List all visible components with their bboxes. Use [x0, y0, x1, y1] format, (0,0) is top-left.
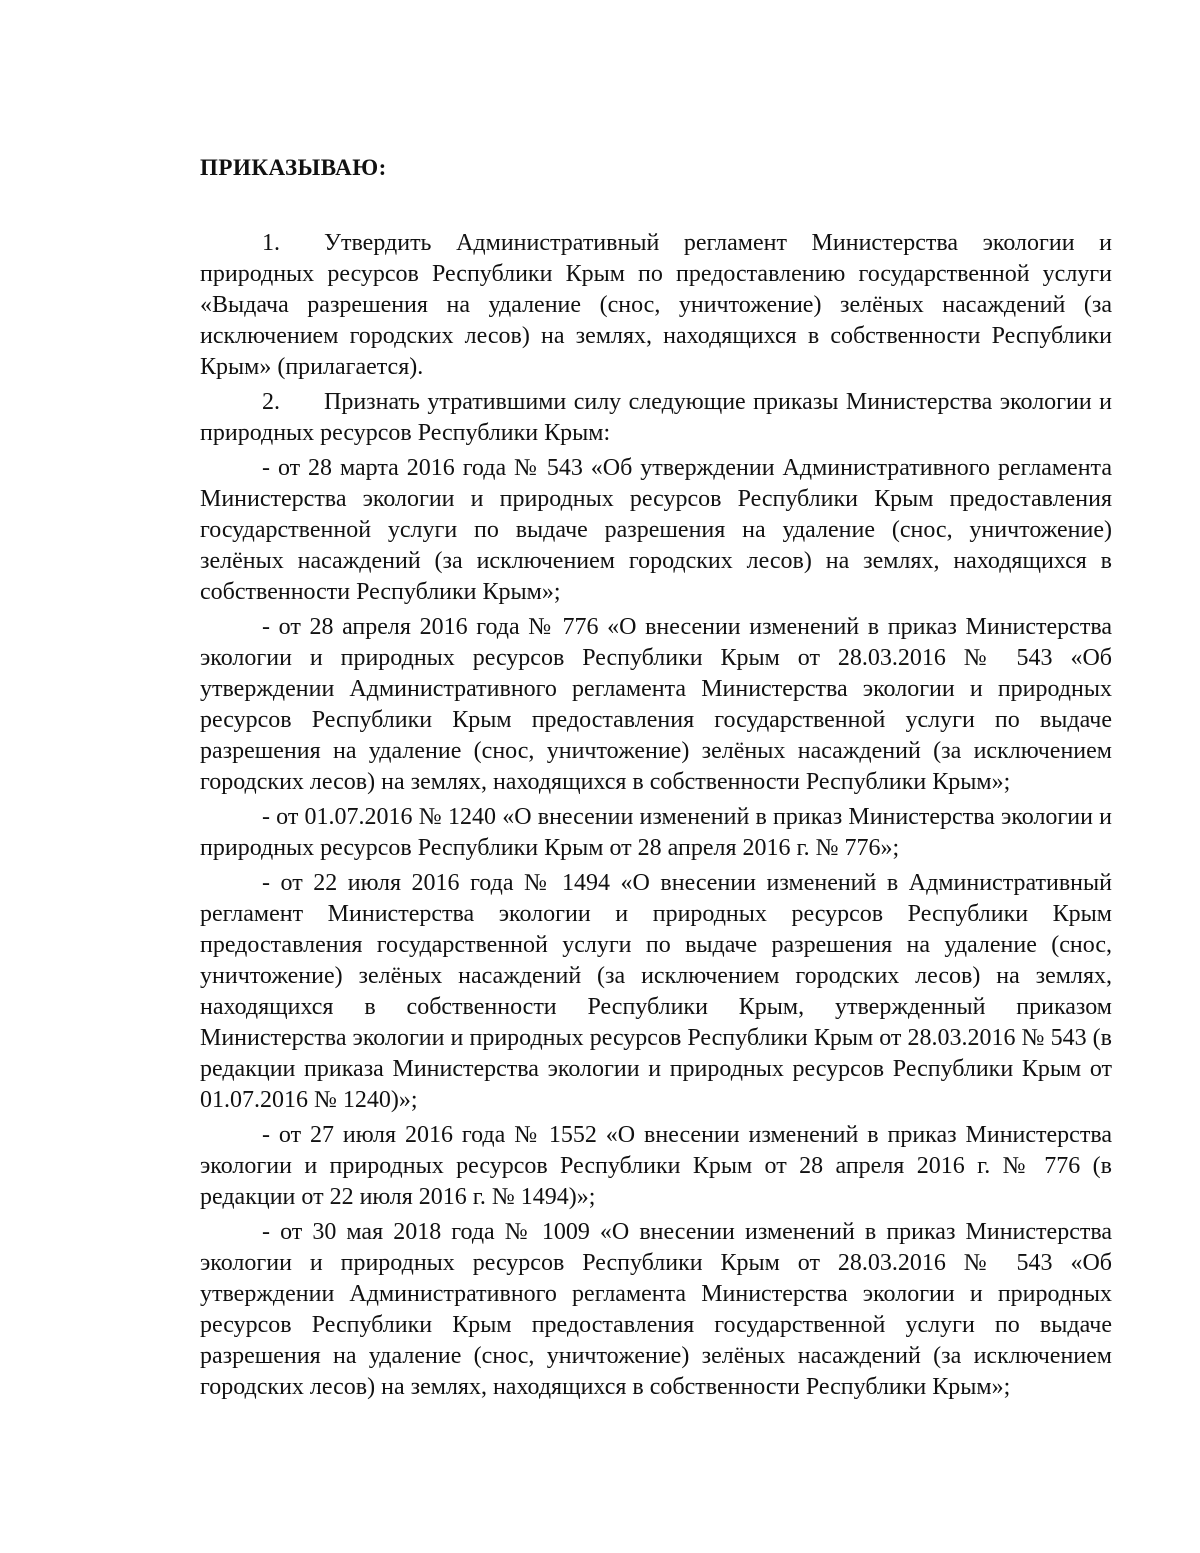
revoked-order-2: - от 28 апреля 2016 года № 776 «О внесении изменений в приказ Министерства экологии и природных ресурсов Республики Крым от 28.03.2016 № 543 «Об утверждении Административного регламента Министерства экологии и природных ресурсов Республики Крым предоставления государственной услуги по выдаче разрешения на удаление (снос, уничтожение) зелёных насаждений (за исключением городских лесов) на землях, находящихся в собственности Республики Крым»; [200, 614, 1112, 795]
revoked-order-1: - от 28 марта 2016 года № 543 «Об утверждении Административного регламента Министерства экологии и природных ресурсов Республики Крым предоставления государственной услуги по выдаче разрешения на удаление (снос, уничтожение) зелёных насаждений (за исключением городских лесов) на землях, находящихся в собственности Республики Крым»; [200, 455, 1112, 605]
revoked-order-3: - от 01.07.2016 № 1240 «О внесении изменений в приказ Министерства экологии и природных ресурсов Республики Крым от 28 апреля 2016 г. № 776»; [200, 804, 1112, 861]
item-2 [200, 387, 1112, 449]
item-1-text: Утвердить Административный регламент Министерства экологии и природных ресурсов Республики Крым по предоставлению государственной услуги «Выдача разрешения на удаление (снос, уничтожение) зелёных насаждений (за исключением городских лесов) на землях, находящихся в собственности Республики Крым» (прилагается). [200, 230, 1112, 380]
item-2-text: Признать утратившими силу следующие приказы Министерства экологии и природных ресурсов Республики Крым: [200, 389, 1112, 446]
item-2-number: 2. [262, 389, 280, 415]
document-body [200, 150, 1112, 1407]
revoked-order-4: - от 22 июля 2016 года № 1494 «О внесении изменений в Административный регламент Министерства экологии и природных ресурсов Республики Крым предоставления государственной услуги по выдаче разрешения на удаление (снос, уничтожение) зелёных насаждений (за исключением городских лесов) на землях, находящихся в собственности Республики Крым, утвержденный приказом Министерства экологии и природных ресурсов Республики Крым от 28.03.2016 № 543 (в редакции приказа Министерства экологии и природных ресурсов Республики Крым от 01.07.2016 № 1240)»; [200, 870, 1112, 1113]
order-heading: ПРИКАЗЫВАЮ: [200, 155, 387, 180]
item-1-number: 1. [262, 230, 280, 256]
revoked-order-5: - от 27 июля 2016 года № 1552 «О внесении изменений в приказ Министерства экологии и природных ресурсов Республики Крым от 28 апреля 2016 г. № 776 (в редакции от 22 июля 2016 г. № 1494)»; [200, 1122, 1112, 1210]
revoked-order-6: - от 30 мая 2018 года № 1009 «О внесении изменений в приказ Министерства экологии и природных ресурсов Республики Крым от 28.03.2016 № 543 «Об утверждении Административного регламента Министерства экологии и природных ресурсов Республики Крым предоставления государственной услуги по выдаче разрешения на удаление (снос, уничтожение) зелёных насаждений (за исключением городских лесов) на землях, находящихся в собственности Республики Крым»; [200, 1219, 1112, 1400]
item-1 [200, 228, 1112, 383]
